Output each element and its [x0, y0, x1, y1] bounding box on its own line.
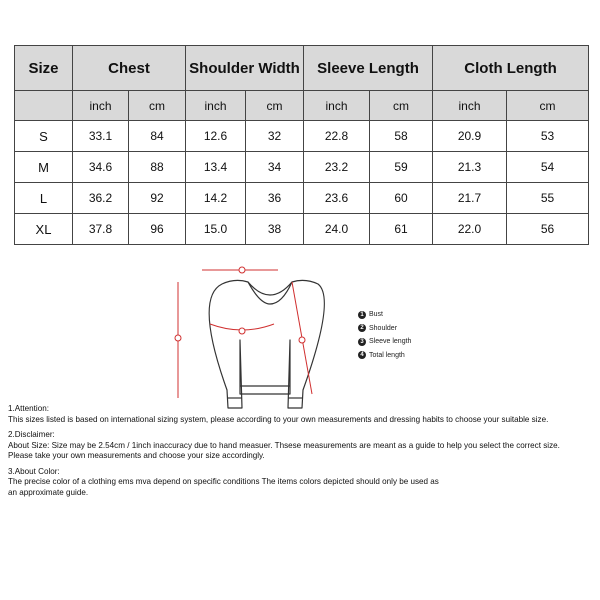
- unit-cell: cm: [370, 91, 433, 121]
- value-cell: 13.4: [186, 152, 246, 183]
- note-text: Please take your own measurements and choose your size accordingly.: [8, 451, 265, 460]
- value-cell: 96: [129, 214, 186, 245]
- value-cell: 21.7: [433, 183, 507, 214]
- measurement-lines: [175, 267, 312, 398]
- value-cell: 21.3: [433, 152, 507, 183]
- note-text: This sizes listed is based on international sizing system, please according to your own measurements and dressing habits to choose your suitable size.: [8, 414, 549, 424]
- value-cell: 20.9: [433, 121, 507, 152]
- value-cell: 12.6: [186, 121, 246, 152]
- table-row: [15, 121, 589, 152]
- table-row: [15, 183, 589, 214]
- number-badge-icon: 1: [358, 311, 366, 319]
- header-row: [15, 46, 589, 91]
- header-cloth-length: Cloth Length: [433, 46, 589, 91]
- legend-label: Shoulder: [369, 324, 398, 332]
- table-row: [15, 152, 589, 183]
- bust-marker-icon: [239, 328, 245, 334]
- value-cell: 22.8: [304, 121, 370, 152]
- note-heading: 2.Disclaimer:: [8, 430, 55, 439]
- value-cell: 55: [507, 183, 589, 214]
- note-attention: [8, 404, 598, 425]
- unit-cell: cm: [507, 91, 589, 121]
- value-cell: 92: [129, 183, 186, 214]
- value-cell: 58: [370, 121, 433, 152]
- number-badge-icon: 4: [358, 351, 366, 359]
- value-cell: 32: [246, 121, 304, 152]
- unit-row: [15, 91, 589, 121]
- note-text: The precise color of a clothing ems mva depend on specific conditions The items colors depicted should only be used as: [8, 477, 439, 486]
- header-shoulder-width: Shoulder Width: [186, 46, 304, 91]
- value-cell: 84: [129, 121, 186, 152]
- value-cell: 14.2: [186, 183, 246, 214]
- header-chest: Chest: [73, 46, 186, 91]
- note-heading: 3.About Color:: [8, 466, 60, 476]
- value-cell: 22.0: [433, 214, 507, 245]
- value-cell: 38: [246, 214, 304, 245]
- value-cell: 61: [370, 214, 433, 245]
- number-badge-icon: 3: [358, 338, 366, 346]
- value-cell: 23.6: [304, 183, 370, 214]
- unit-cell: cm: [246, 91, 304, 121]
- size-chart-table: [14, 45, 589, 245]
- value-cell: 54: [507, 152, 589, 183]
- value-cell: 34.6: [73, 152, 129, 183]
- value-cell: 88: [129, 152, 186, 183]
- total-length-marker-icon: [175, 335, 181, 341]
- value-cell: 34: [246, 152, 304, 183]
- value-cell: 24.0: [304, 214, 370, 245]
- note-text: an approximate guide.: [8, 487, 89, 497]
- value-cell: 59: [370, 152, 433, 183]
- note-about-color: [8, 467, 598, 499]
- note-disclaimer: [8, 430, 598, 462]
- note-heading: 1.Attention:: [8, 404, 49, 413]
- shoulder-marker-icon: [239, 267, 245, 273]
- legend-item-total-length: [358, 349, 411, 363]
- unit-cell: inch: [73, 91, 129, 121]
- value-cell: 60: [370, 183, 433, 214]
- size-cell: M: [15, 152, 73, 183]
- size-cell: S: [15, 121, 73, 152]
- unit-cell: inch: [186, 91, 246, 121]
- note-text: About Size: Size may be 2.54cm / 1inch inaccuracy due to hand measuer. Thsese measurements are meant as a guide to help you select the correct size.: [8, 440, 560, 450]
- header-sleeve-length: Sleeve Length: [304, 46, 433, 91]
- value-cell: 23.2: [304, 152, 370, 183]
- table-row: [15, 214, 589, 245]
- value-cell: 56: [507, 214, 589, 245]
- value-cell: 15.0: [186, 214, 246, 245]
- unit-cell: cm: [129, 91, 186, 121]
- notes-section: [8, 404, 598, 503]
- size-cell: L: [15, 183, 73, 214]
- value-cell: 37.8: [73, 214, 129, 245]
- header-size: Size: [15, 46, 73, 91]
- sleeve-marker-icon: [299, 337, 305, 343]
- legend-label: Bust: [369, 311, 384, 318]
- unit-cell: inch: [433, 91, 507, 121]
- number-badge-icon: 2: [358, 324, 366, 332]
- value-cell: 53: [507, 121, 589, 152]
- unit-cell: inch: [304, 91, 370, 121]
- legend-item-bust: [358, 308, 411, 322]
- legend-label: Total length: [369, 351, 405, 359]
- legend-item-shoulder: [358, 322, 411, 336]
- sweater-outline: [209, 280, 324, 408]
- value-cell: 33.1: [73, 121, 129, 152]
- size-cell: XL: [15, 214, 73, 245]
- unit-blank-cell: [15, 91, 73, 121]
- value-cell: 36.2: [73, 183, 129, 214]
- legend-label: Sleeve length: [369, 338, 412, 345]
- measurement-legend: [358, 308, 411, 362]
- legend-item-sleeve-length: [358, 335, 411, 349]
- value-cell: 36: [246, 183, 304, 214]
